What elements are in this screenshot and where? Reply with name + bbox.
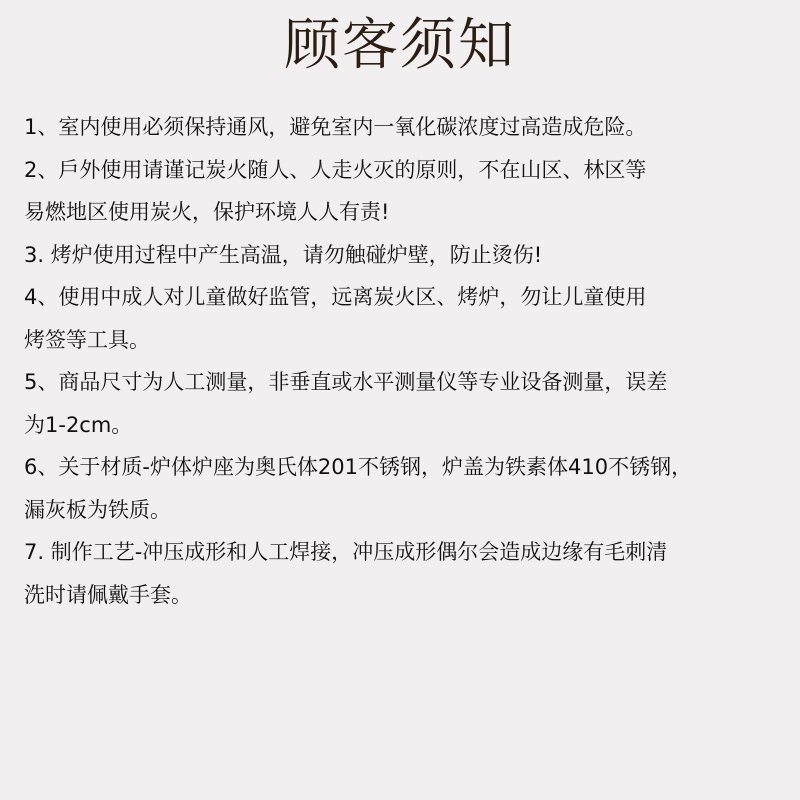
notice-item-5 [24, 361, 784, 446]
notice-line: 易燃地区使用炭火，保护环境人人有责! [24, 200, 390, 224]
notice-line: 5、商品尺寸为人工测量，非垂直或水平测量仪等专业设备测量，误差 [24, 370, 668, 394]
page-title: 顾客须知 [284, 13, 516, 78]
notice-item-7 [24, 531, 784, 616]
notice-line: 烤签等工具。 [24, 327, 150, 352]
notice-line: 为1-2cm。 [24, 412, 133, 437]
notice-line: 2、戶外使用请谨记炭火随人、人走火灭的原则，不在山区、林区等 [24, 157, 647, 182]
notice-item-3 [24, 234, 784, 277]
notice-item-1 [24, 106, 784, 149]
notice-line: 7. 制作工艺-冲压成形和人工焊接，冲压成形偶尔会造成边缘有毛刺清 [24, 540, 668, 564]
notice-line: 3. 烤炉使用过程中产生高温，请勿触碰炉壁，防止烫伤! [24, 242, 543, 267]
notice-line: 1、室内使用必须保持通风，避免室内一氧化碳浓度过高造成危险。 [24, 115, 647, 139]
notice-line: 4、使用中成人对儿童做好监管，远离炭火区、烤炉，勿让儿童使用 [24, 285, 647, 309]
notice-item-2 [24, 149, 784, 234]
notice-item-6 [24, 446, 784, 531]
notice-item-4 [24, 276, 784, 361]
notice-list [24, 106, 784, 616]
notice-line: 洗时请佩戴手套。 [24, 582, 192, 607]
notice-line: 漏灰板为铁质。 [24, 497, 171, 522]
notice-line: 6、关于材质-炉体炉座为奥氏体201不锈钢，炉盖为铁素体410不锈钢， [24, 455, 693, 479]
